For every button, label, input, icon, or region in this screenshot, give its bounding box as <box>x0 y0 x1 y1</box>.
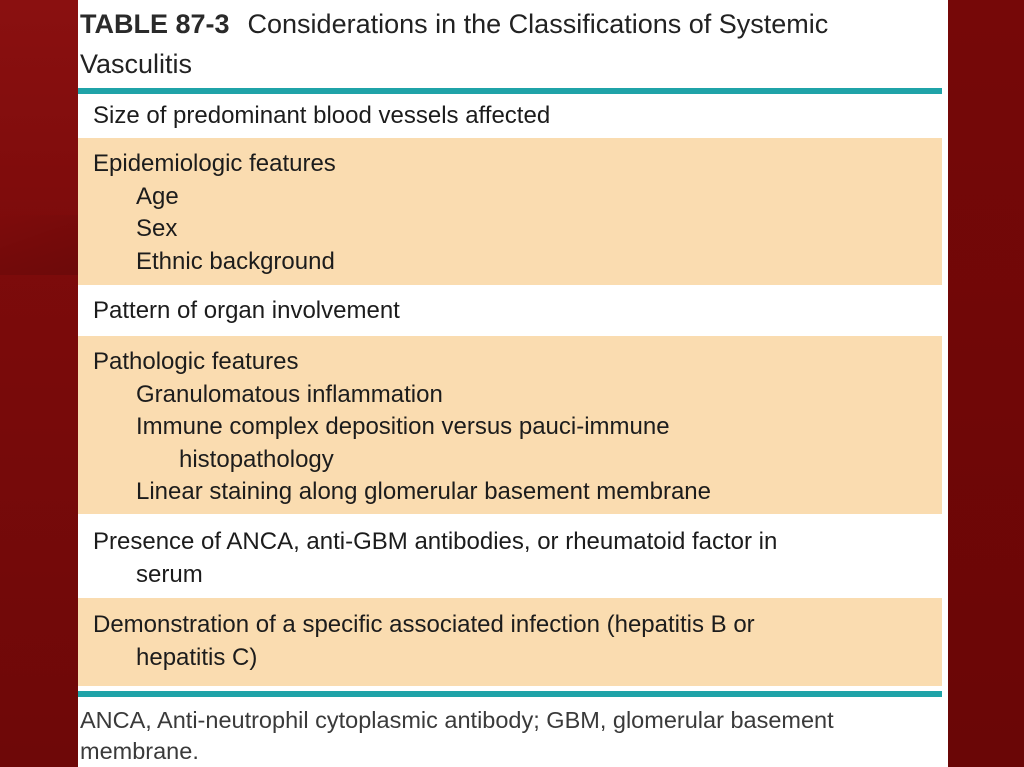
row-subline: serum <box>136 560 203 588</box>
row-subline: histopathology <box>179 445 334 473</box>
row-line: Demonstration of a specific associated infection (hepatitis B or <box>93 611 755 638</box>
table-row-epidemiologic <box>78 138 942 285</box>
row-subline: hepatitis C) <box>136 643 258 671</box>
footnote-line-2: membrane. <box>80 738 199 764</box>
row-line: Presence of ANCA, anti-GBM antibodies, or rheumatoid factor in <box>93 528 778 555</box>
table-row-infection <box>78 598 942 686</box>
row-line: Pathologic features <box>93 348 299 375</box>
left-frame <box>0 0 78 767</box>
bottom-rule <box>78 691 942 697</box>
table-row-pathologic <box>78 336 942 514</box>
row-subline: Ethnic background <box>136 247 335 275</box>
table-row-organ-involvement <box>78 286 942 335</box>
right-frame <box>948 0 1024 767</box>
table-title-line-2: Vasculitis <box>80 49 193 79</box>
table-footnote <box>80 705 940 767</box>
row-subline: Immune complex deposition versus pauci-immune <box>136 413 670 440</box>
left-frame-shade <box>0 215 78 275</box>
table-number: TABLE 87-3 <box>80 9 230 39</box>
row-subline: Granulomatous inflammation <box>136 380 443 408</box>
row-line: Pattern of organ involvement <box>93 297 400 324</box>
row-line: Epidemiologic features <box>93 150 336 177</box>
row-subline: Age <box>136 182 179 210</box>
footnote-line-1: ANCA, Anti-neutrophil cytoplasmic antibody; GBM, glomerular basement <box>80 707 834 733</box>
table-title-line-1: Considerations in the Classifications of Systemic <box>247 9 829 39</box>
slide <box>78 0 948 767</box>
top-rule <box>78 88 942 94</box>
row-subline: Linear staining along glomerular basement membrane <box>136 478 711 505</box>
row-line: Size of predominant blood vessels affected <box>93 102 551 129</box>
table-title <box>80 4 940 84</box>
table-row-antibodies <box>78 515 942 597</box>
table-row-vessel-size <box>78 97 942 137</box>
row-subline: Sex <box>136 215 178 242</box>
